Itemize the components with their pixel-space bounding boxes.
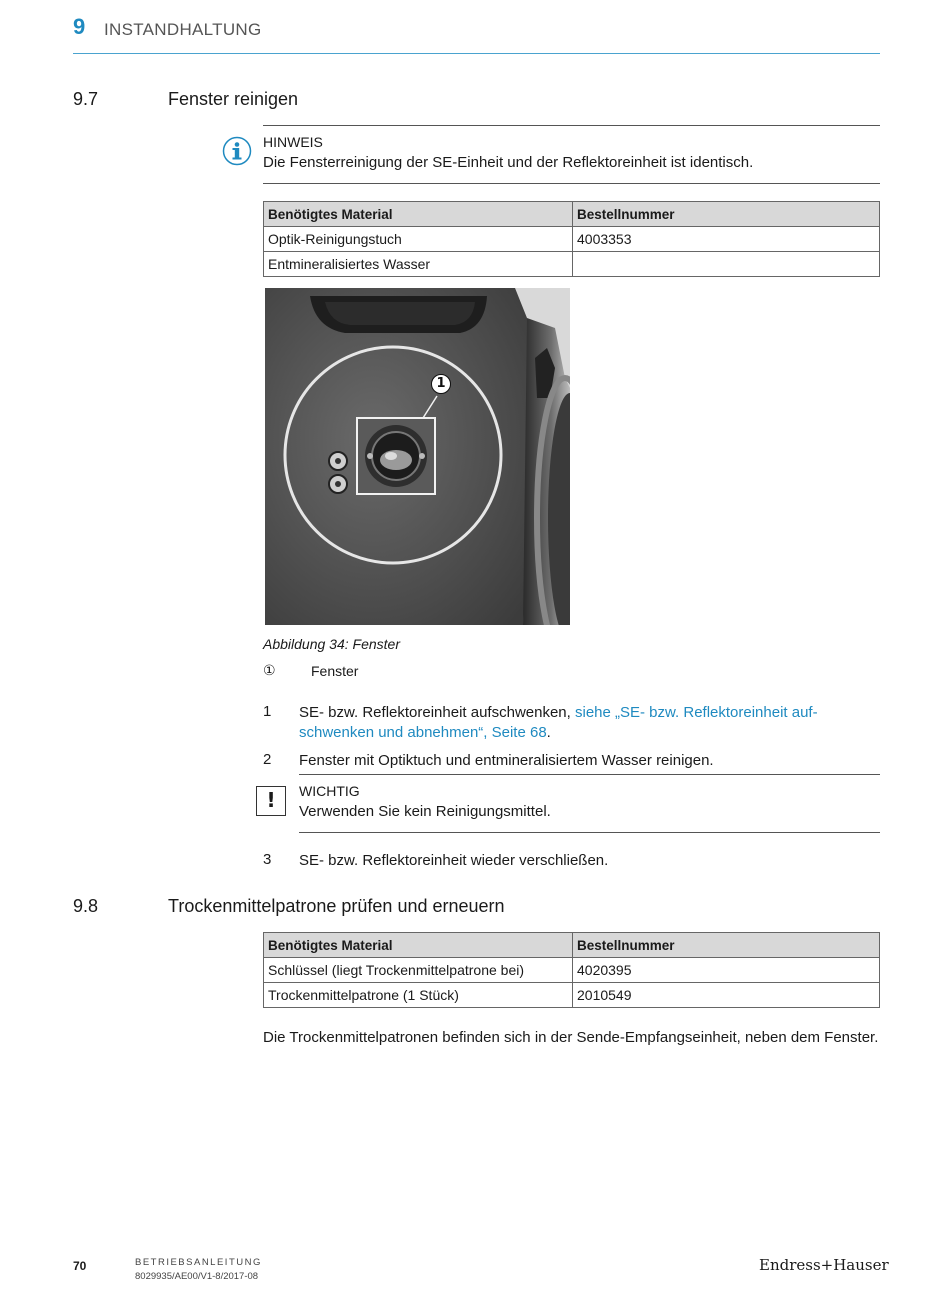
table-row (264, 227, 880, 252)
section-number: 9.7 (73, 89, 99, 109)
document-type: BETRIEBSANLEITUNG (135, 1257, 262, 1268)
body-paragraph: Die Trockenmittelpatronen befinden sich in der Sende-Empfangseinheit, neben dem Fenster. (263, 1029, 879, 1046)
warning-label: WICHTIG (299, 783, 360, 799)
section-title: Trockenmittelpatrone prüfen und erneuern (168, 896, 505, 916)
table-cell: 4003353 (573, 227, 880, 252)
notice-label: HINWEIS (263, 134, 323, 150)
step-text-plain: SE- bzw. Reflektoreinheit aufschwenken, (299, 704, 575, 721)
chapter-number: 9 (73, 14, 86, 39)
table-cell: Schlüssel (liegt Trockenmittelpatrone bei) (264, 958, 573, 983)
chapter-title: INSTANDHALTUNG (104, 20, 262, 39)
table-row (264, 252, 880, 277)
warning-bottom-rule (299, 832, 880, 833)
table-header-cell: Benötigtes Material (264, 202, 573, 227)
table-header-row (264, 933, 880, 958)
section-title: Fenster reinigen (168, 89, 299, 109)
table-cell: Trockenmittelpatrone (1 Stück) (264, 983, 573, 1008)
step-text (299, 703, 879, 743)
figure-callout-marker: 1 (431, 374, 451, 394)
table-row (264, 983, 880, 1008)
notice-bottom-rule (263, 183, 880, 184)
table-header-cell: Bestellnummer (573, 202, 880, 227)
notice-top-rule (263, 125, 880, 126)
document-id: 8029935/AE00/V1-8/2017-08 (135, 1271, 259, 1282)
exclamation-icon: ! (256, 786, 286, 816)
material-table-trockenmittel (263, 932, 880, 1008)
header-divider (73, 53, 880, 54)
step-text: SE- bzw. Reflektoreinheit wieder verschließen. (299, 852, 609, 869)
notice-text: Die Fensterreinigung der SE-Einheit und der Reflektoreinheit ist identisch. (263, 154, 754, 171)
step-number: 3 (263, 851, 272, 868)
material-table-fenster (263, 201, 880, 277)
table-cell (573, 252, 880, 277)
warning-text: Verwenden Sie kein Reinigungsmittel. (299, 803, 551, 820)
warning-top-rule (299, 774, 880, 775)
section-number: 9.8 (73, 896, 99, 916)
table-cell: Optik-Reinigungstuch (264, 227, 573, 252)
table-header-row (264, 202, 880, 227)
info-icon (222, 136, 252, 166)
step-number: 2 (263, 751, 272, 768)
table-cell: 4020395 (573, 958, 880, 983)
legend-number: ① (263, 663, 276, 679)
window-photo (265, 288, 570, 625)
page-number: 70 (73, 1259, 87, 1273)
step-number: 1 (263, 703, 272, 720)
figure-caption: Abbildung 34: Fenster (263, 636, 400, 652)
cross-reference-link[interactable]: siehe „SE- bzw. Reflektoreinheit auf-schwenken und abnehmen“, Seite 68 (299, 704, 818, 741)
table-cell: Entmineralisiertes Wasser (264, 252, 573, 277)
brand-logo: Endress+Hauser (759, 1256, 889, 1274)
legend-text: Fenster (311, 663, 359, 679)
table-row (264, 958, 880, 983)
step-text: Fenster mit Optiktuch und entmineralisiertem Wasser reinigen. (299, 752, 714, 769)
step-text-suffix: . (546, 724, 551, 741)
table-cell: 2010549 (573, 983, 880, 1008)
table-header-cell: Benötigtes Material (264, 933, 573, 958)
table-header-cell: Bestellnummer (573, 933, 880, 958)
